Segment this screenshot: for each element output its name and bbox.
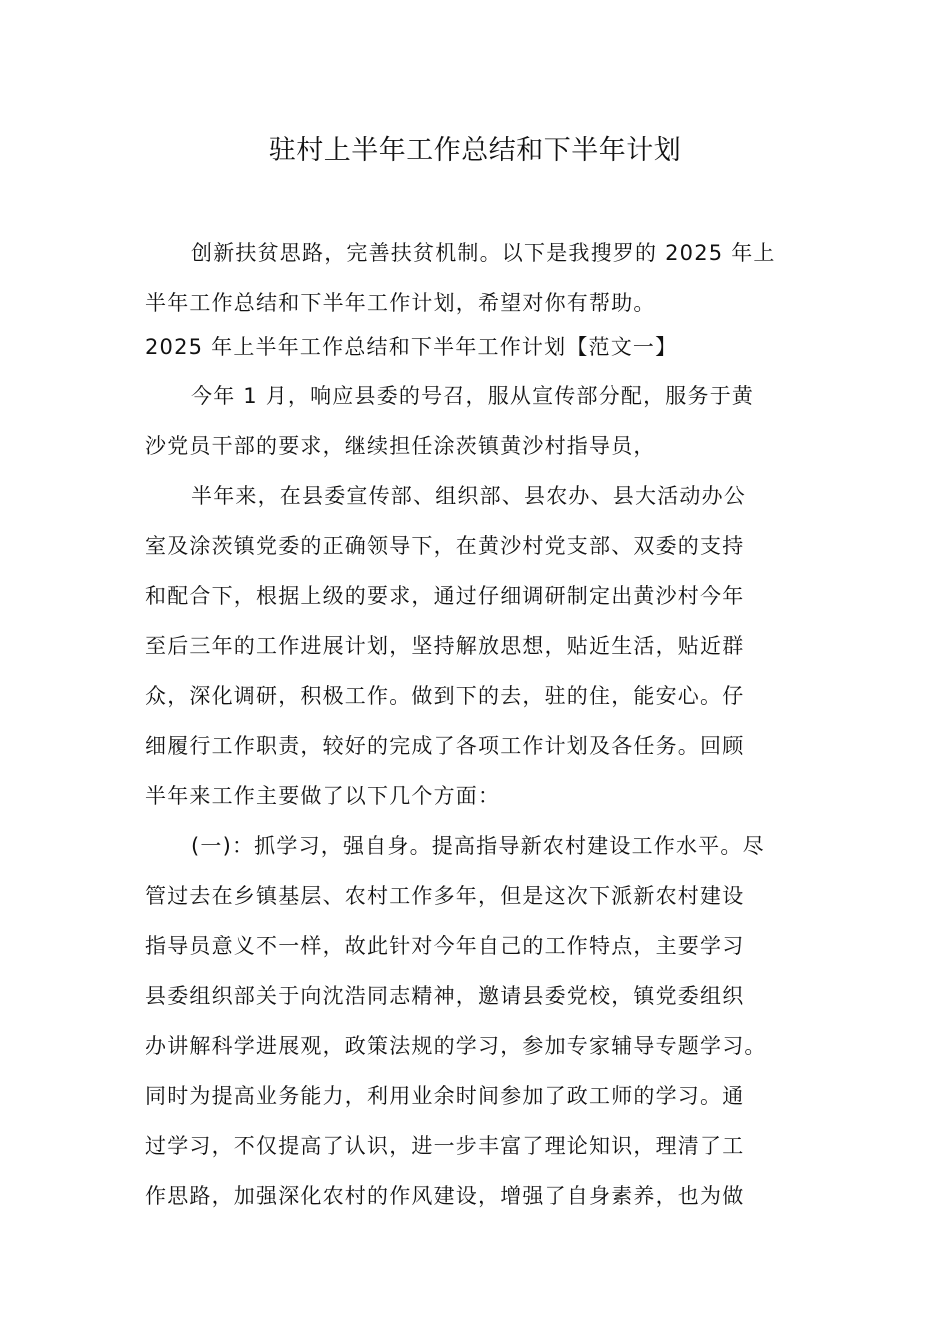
paragraph-line: 半年来，在县委宣传部、组织部、县农办、县大活动办公 (191, 484, 746, 508)
paragraph-line: 过学习，不仅提高了认识，进一步丰富了理论知识，理清了工 (145, 1134, 745, 1158)
paragraph-line: 众，深化调研，积极工作。做到下的去，驻的住，能安心。仔 (145, 684, 745, 708)
paragraph-line: 今年 1 月，响应县委的号召，服从宣传部分配，服务于黄 (191, 384, 755, 408)
paragraph-line: 指导员意义不一样，故此针对今年自己的工作特点，主要学习 (145, 934, 745, 958)
paragraph-line: 半年工作总结和下半年工作计划，希望对你有帮助。 (145, 291, 656, 315)
paragraph-line: 和配合下，根据上级的要求，通过仔细调研制定出黄沙村今年 (145, 584, 745, 608)
paragraph-line: 至后三年的工作进展计划，坚持解放思想，贴近生活，贴近群 (145, 634, 745, 658)
document-body (145, 228, 835, 1221)
paragraph-line: 县委组织部关于向沈浩同志精神，邀请县委党校，镇党委组织 (145, 984, 745, 1008)
document-title: 驻村上半年工作总结和下半年计划 (268, 135, 682, 166)
paragraph-line: 办讲解科学进展观，政策法规的学习，参加专家辅导专题学习。 (145, 1034, 767, 1058)
paragraph-line: 创新扶贫思路，完善扶贫机制。以下是我搜罗的 2025 年上 (191, 241, 776, 265)
paragraph-line: 管过去在乡镇基层、农村工作多年，但是这次下派新农村建设 (145, 884, 745, 908)
paragraph-line: 作思路，加强深化农村的作风建设，增强了自身素养，也为做 (145, 1184, 745, 1208)
section-heading: 2025 年上半年工作总结和下半年工作计划【范文一】 (145, 335, 678, 359)
paragraph-line: 沙党员干部的要求，继续担任涂茨镇黄沙村指导员， (145, 434, 656, 458)
paragraph-line: (一)：抓学习，强自身。提高指导新农村建设工作水平。尽 (191, 834, 765, 858)
paragraph-line: 同时为提高业务能力，利用业余时间参加了政工师的学习。通 (145, 1084, 745, 1108)
paragraph-line: 室及涂茨镇党委的正确领导下，在黄沙村党支部、双委的支持 (145, 534, 745, 558)
paragraph-line: 细履行工作职责，较好的完成了各项工作计划及各任务。回顾 (145, 734, 745, 758)
paragraph-line: 半年来工作主要做了以下几个方面： (145, 784, 501, 808)
